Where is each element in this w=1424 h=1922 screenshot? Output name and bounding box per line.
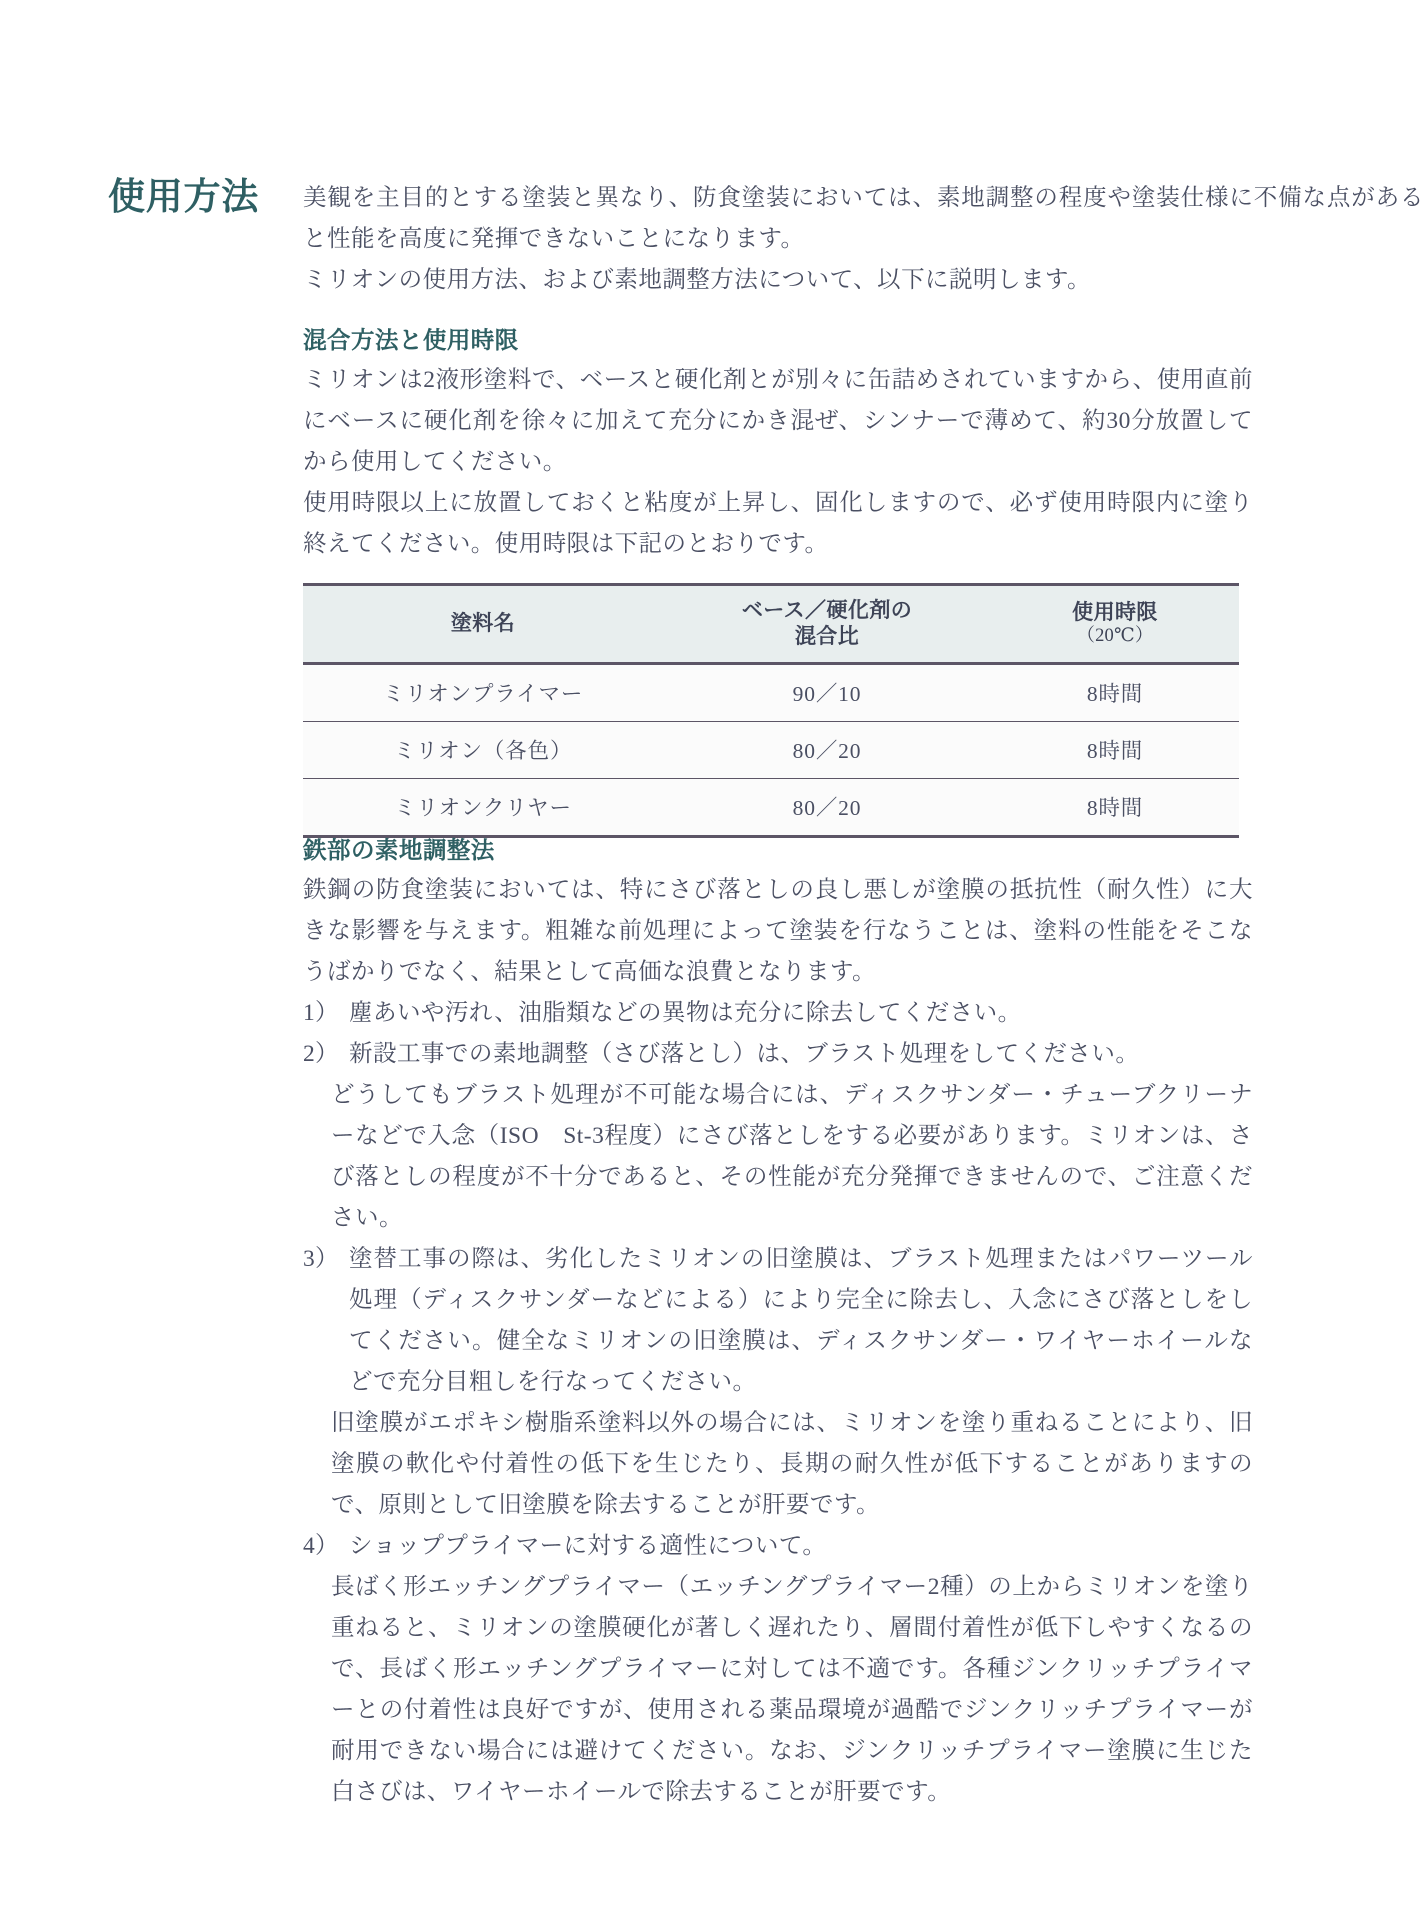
list-item [303, 993, 1253, 1034]
list-item-marker: 2） [303, 1041, 339, 1067]
section-heading-surface-prep: 鉄部の素地調整法 [303, 836, 495, 864]
cell-pot-life: 8時間 [991, 778, 1239, 836]
pot-life-table [303, 583, 1239, 838]
section-heading-mixing: 混合方法と使用時限 [303, 326, 519, 354]
table-header-mix-ratio-line2: 混合比 [794, 624, 860, 649]
list-item-sub-paragraph: 旧塗膜がエポキシ樹脂系塗料以外の場合には、ミリオンを塗り重ねることにより、旧塗膜の軟化や付着性の低下を生じたり、長期の耐久性が低下することがありますので、原則として旧塗膜を除去することが肝要です。 [331, 1410, 1253, 1518]
pot-life-table-wrapper [303, 583, 1253, 838]
cell-paint-name: ミリオンクリヤー [303, 778, 663, 836]
numbered-list [303, 993, 1253, 1813]
table-header-row [303, 585, 1239, 664]
table-row [303, 778, 1239, 836]
list-item [303, 1526, 1253, 1567]
cell-pot-life: 8時間 [991, 721, 1239, 778]
list-item-body: ショッププライマーに対する適性について。 [349, 1533, 827, 1559]
section-mixing [303, 320, 1253, 565]
table-body [303, 663, 1239, 836]
list-item-marker: 4） [303, 1533, 339, 1559]
section-surface-prep [303, 830, 1253, 1813]
intro-paragraph-2: ミリオンの使用方法、および素地調整方法について、以下に説明します。 [303, 267, 1091, 293]
list-item-marker: 1） [303, 1000, 339, 1026]
mixing-paragraph-1: ミリオンは2液形塗料で、ベースと硬化剤とが別々に缶詰めされていますから、使用直前にベースに硬化剤を徐々に加えて充分にかき混ぜ、シンナーで薄めて、約30分放置してから使用してください。 [303, 367, 1253, 475]
table-header-mix-ratio-line1: ベース／硬化剤の [741, 598, 913, 622]
table-header-pot-life [991, 585, 1239, 664]
list-item-body: 塗替工事の際は、劣化したミリオンの旧塗膜は、ブラスト処理またはパワーツール処理（ディスクサンダーなどによる）により完全に除去し、入念にさび落としをしてください。健全なミリオンの旧塗膜は、ディスクサンダー・ワイヤーホイールなどで充分目粗しを行なってください。 [349, 1246, 1253, 1395]
cell-pot-life: 8時間 [991, 663, 1239, 721]
page-title: 使用方法 [108, 175, 259, 218]
list-item-body: 新設工事での素地調整（さび落とし）は、ブラスト処理をしてください。 [349, 1041, 1140, 1067]
cell-mix-ratio: 90／10 [663, 663, 991, 721]
list-item-sub-paragraph: 長ばく形エッチングプライマー（エッチングプライマー2種）の上からミリオンを塗り重ねると、ミリオンの塗膜硬化が著しく遅れたり、層間付着性が低下しやすくなるので、長ばく形エッチングプライマーに対しては不適です。各種ジンクリッチプライマーとの付着性は良好ですが、使用される薬品環境が過酷でジンクリッチプライマーが耐用できない場合には避けてください。なお、ジンクリッチプライマー塗膜に生じた白さびは、ワイヤーホイールで除去することが肝要です。 [331, 1574, 1253, 1805]
table-row [303, 721, 1239, 778]
intro-paragraph-1: 美観を主目的とする塗装と異なり、防食塗装においては、素地調整の程度や塗装仕様に不備な点があると性能を高度に発揮できないことになります。 [303, 185, 1424, 252]
table-head [303, 585, 1239, 664]
cell-mix-ratio: 80／20 [663, 721, 991, 778]
table-header-pot-life-sub: （20℃） [1076, 625, 1154, 646]
list-item [303, 1034, 1253, 1075]
table-header-pot-life-label: 使用時限 [1072, 599, 1158, 624]
list-item [303, 1239, 1253, 1403]
mixing-paragraph-2: 使用時限以上に放置しておくと粘度が上昇し、固化しますので、必ず使用時限内に塗り終えてください。使用時限は下記のとおりです。 [303, 490, 1253, 557]
intro-block [303, 178, 1424, 301]
document-header [0, 175, 1424, 301]
table-row [303, 663, 1239, 721]
list-item-sub-paragraph: どうしてもブラスト処理が不可能な場合には、ディスクサンダー・チューブクリーナーなどで入念（ISO St-3程度）にさび落としをする必要があります。ミリオンは、さび落としの程度が不十分であると、その性能が充分発揮できませんので、ご注意ください。 [331, 1082, 1253, 1231]
table-header-paint-name [303, 585, 663, 664]
table-header-mix-ratio [663, 585, 991, 664]
surface-prep-paragraph-1: 鉄鋼の防食塗装においては、特にさび落としの良し悪しが塗膜の抵抗性（耐久性）に大きな影響を与えます。粗雑な前処理によって塗装を行なうことは、塗料の性能をそこなうばかりでなく、結果として高価な浪費となります。 [303, 877, 1253, 985]
table-header-paint-name-label: 塗料名 [450, 611, 516, 636]
list-item-marker: 3） [303, 1246, 339, 1272]
cell-mix-ratio: 80／20 [663, 778, 991, 836]
cell-paint-name: ミリオンプライマー [303, 663, 663, 721]
cell-paint-name: ミリオン（各色） [303, 721, 663, 778]
list-item-body: 塵あいや汚れ、油脂類などの異物は充分に除去してください。 [349, 1000, 1022, 1026]
